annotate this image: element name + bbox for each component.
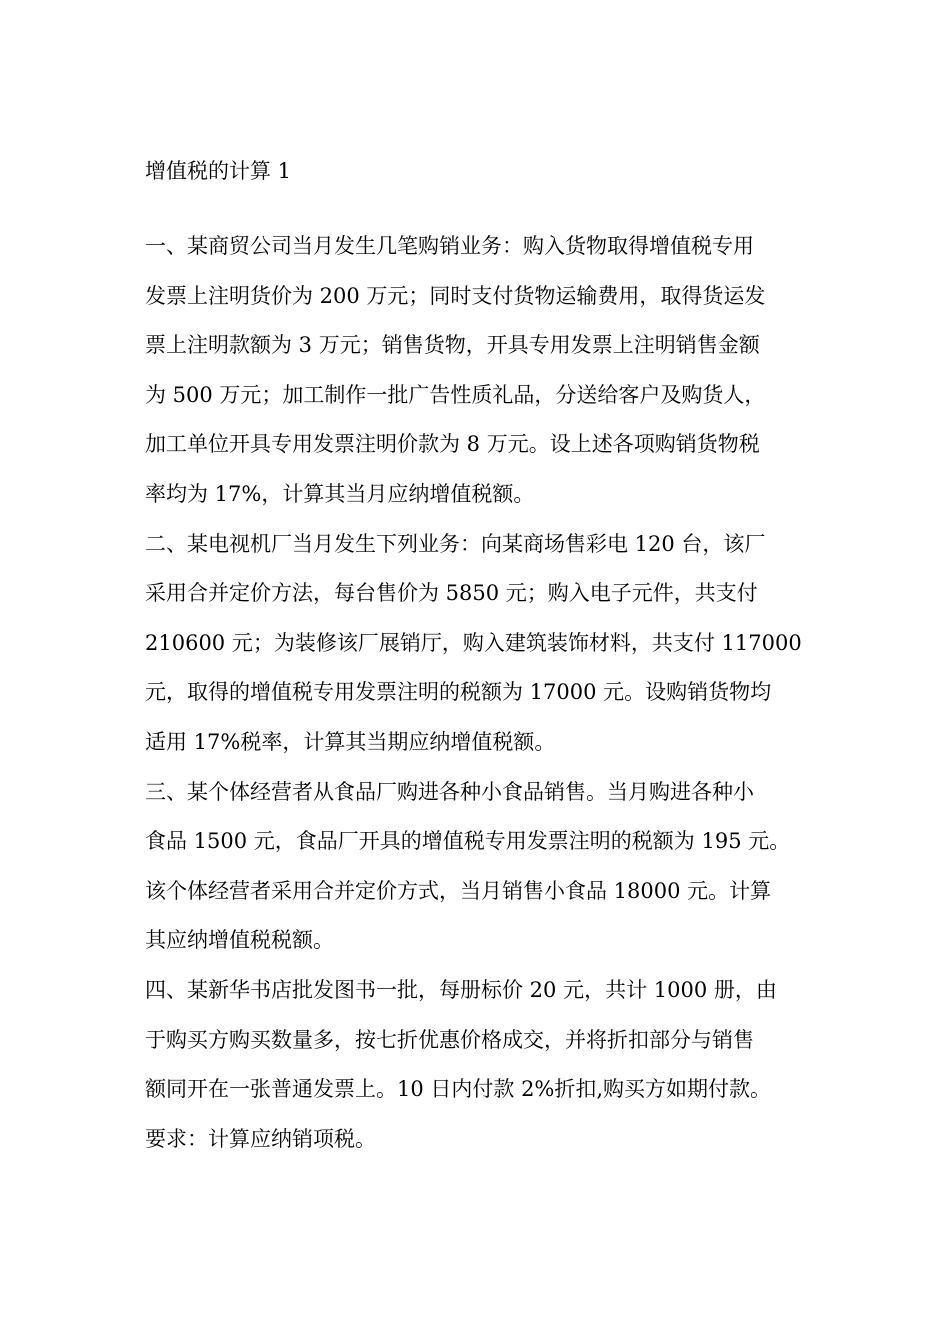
paragraph-problem-3 bbox=[145, 768, 810, 966]
text-line: 210600 元；为装修该厂展销厅，购入建筑装饰材料，共支付 117000 bbox=[145, 630, 802, 655]
text-line: 元，取得的增值税专用发票注明的税额为 17000 元。设购销货物均 bbox=[145, 680, 772, 705]
text-line: 四、某新华书店批发图书一批，每册标价 20 元，共计 1000 册，由 bbox=[145, 977, 777, 1002]
text-line: 其应纳增值税税额。 bbox=[145, 928, 334, 953]
text-line: 二、某电视机厂当月发生下列业务：向某商场售彩电 120 台，该厂 bbox=[145, 531, 766, 556]
text-line: 一、某商贸公司当月发生几笔购销业务：购入货物取得增值税专用 bbox=[145, 234, 754, 258]
paragraph-problem-2 bbox=[145, 520, 810, 768]
text-line: 三、某个体经营者从食品厂购进各种小食品销售。当月购进各种小 bbox=[145, 779, 754, 804]
text-line: 要求：计算应纳销项税。 bbox=[145, 1126, 376, 1151]
text-line: 票上注明款额为 3 万元；销售货物，开具专用发票上注明销售金额 bbox=[145, 333, 760, 358]
text-line: 额同开在一张普通发票上。10 日内付款 2%折扣,购买方如期付款。 bbox=[145, 1077, 772, 1102]
text-line: 采用合并定价方法，每台售价为 5850 元；购入电子元件，共支付 bbox=[145, 581, 758, 606]
paragraph-problem-4 bbox=[145, 966, 810, 1164]
document-title: 增值税的计算 1 bbox=[145, 159, 292, 183]
text-line: 该个体经营者采用合并定价方式，当月销售小食品 18000 元。计算 bbox=[145, 878, 772, 903]
text-line: 率均为 17%，计算其当月应纳增值税额。 bbox=[145, 481, 535, 506]
text-line: 为 500 万元；加工制作一批广告性质礼品，分送给客户及购货人， bbox=[145, 382, 766, 407]
text-line: 加工单位开具专用发票注明价款为 8 万元。设上述各项购销货物税 bbox=[145, 432, 760, 457]
document-body bbox=[145, 222, 810, 1164]
text-line: 适用 17%税率，计算其当期应纳增值税额。 bbox=[145, 729, 556, 754]
text-line: 食品 1500 元，食品厂开具的增值税专用发票注明的税额为 195 元。 bbox=[145, 829, 791, 854]
paragraph-problem-1 bbox=[145, 222, 810, 520]
text-line: 发票上注明货价为 200 万元；同时支付货物运输费用，取得货运发 bbox=[145, 283, 766, 308]
text-line: 于购买方购买数量多，按七折优惠价格成交，并将折扣部分与销售 bbox=[145, 1027, 754, 1052]
